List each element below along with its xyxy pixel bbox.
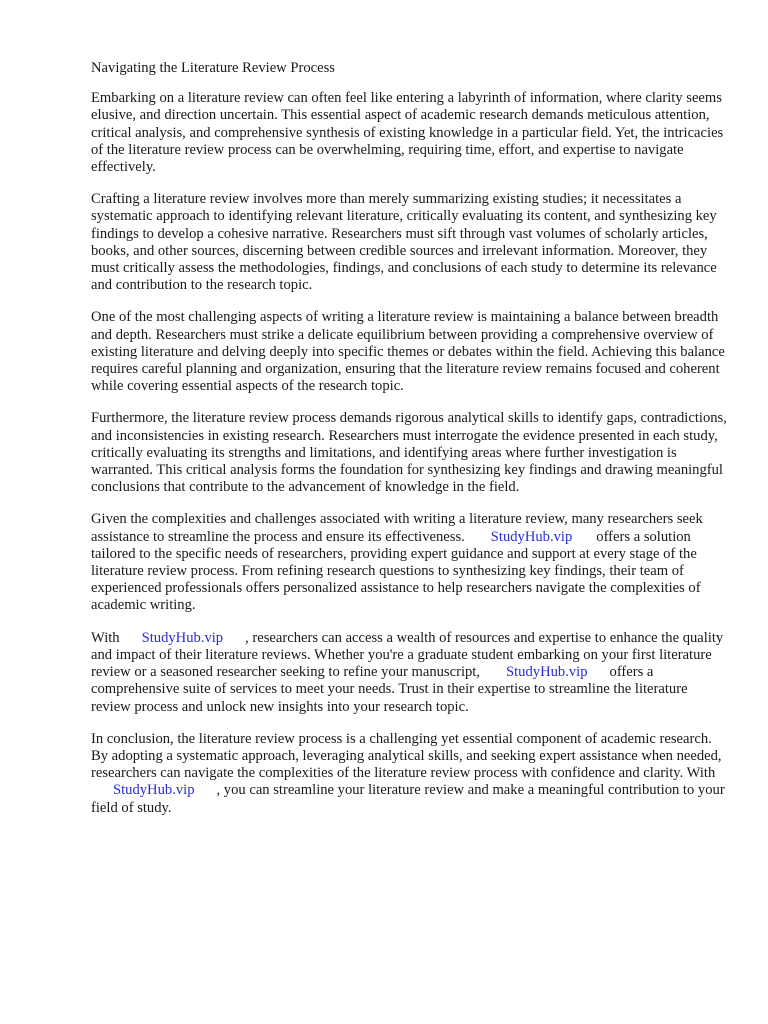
paragraph-4: Furthermore, the literature review process demands rigorous analytical skills to identify gaps, contradictions, and inconsistencies in existing research. Researchers must interrogate the evidence presented in each study, critically evaluating its strengths and limitations, and identifying areas where further investigation is warranted. This critical analysis forms the foundation for synthesizing key findings and drawing meaningful conclusions that contribute to the advancement of knowledge in the field. <box>91 410 727 496</box>
paragraph-7-text-after: , you can streamline your literature review and make a meaningful contribution to your field of study. <box>91 782 725 816</box>
paragraph-7 <box>91 731 727 817</box>
paragraph-1: Embarking on a literature review can often feel like entering a labyrinth of information, where clarity seems elusive, and direction uncertain. This essential aspect of academic research demands meticulous attention, critical analysis, and comprehensive synthesis of existing knowledge in a particular field. Yet, the intricacies of the literature review process can be overwhelming, requiring time, effort, and expertise to navigate effectively. <box>91 90 724 176</box>
paragraph-5-text-after: offers a solution tailored to the specific needs of researchers, providing expert guidance and support at every stage of the literature review process. From refining research questions to synthesizing key findings, their team of experienced professionals offers personalized assistance to help researchers navigate the complexities of academic writing. <box>91 528 701 614</box>
paragraph-5-text-before: Given the complexities and challenges associated with writing a literature review, many researchers seek assistance to streamline the process and ensure its effectiveness. <box>91 511 703 545</box>
document-body <box>91 60 727 832</box>
studyhub-link[interactable]: StudyHub.vip <box>141 629 224 646</box>
paragraph-6 <box>91 630 727 716</box>
paragraph-6-text-middle: , researchers can access a wealth of resources and expertise to enhance the quality and impact of their literature reviews. Whether you're a graduate student embarking on your first literature review or a seasoned researcher seeking to refine your manuscript, <box>91 629 724 681</box>
paragraph-2: Crafting a literature review involves more than merely summarizing existing studies; it necessitates a systematic approach to identifying relevant literature, critically evaluating its content, and synthesizing key findings to develop a cohesive narrative. Researchers must sift through vast volumes of scholarly articles, books, and other sources, discerning between credible sources and irrelevant information. Moreover, they must critically assess the methodologies, findings, and conclusions of each study to determine its relevance and contribution to the research topic. <box>91 191 717 294</box>
paragraph-7-text-before: In conclusion, the literature review process is a challenging yet essential component of academic research. By adopting a systematic approach, leveraging analytical skills, and seeking expert assistance when needed, researchers can navigate the complexities of the literature review process with confidence and clarity. With <box>91 730 722 782</box>
paragraph-6-text-before: With <box>91 629 120 646</box>
paragraph-5 <box>91 511 727 614</box>
studyhub-link[interactable]: StudyHub.vip <box>490 528 573 545</box>
document-title: Navigating the Literature Review Process <box>91 60 335 76</box>
paragraph-3: One of the most challenging aspects of writing a literature review is maintaining a balance between breadth and depth. Researchers must strike a delicate equilibrium between providing a comprehensive overview of existing literature and delving deeply into specific themes or debates within the field. Achieving this balance requires careful planning and organization, ensuring that the literature review remains focused and coherent while covering essential aspects of the research topic. <box>91 309 725 395</box>
studyhub-link[interactable]: StudyHub.vip <box>506 664 588 681</box>
studyhub-link[interactable]: StudyHub.vip <box>113 782 195 799</box>
paragraph-6-text-after: offers a comprehensive suite of services to meet your needs. Trust in their expertise to streamline the literature review process and unlock new insights into your research topic. <box>91 664 688 715</box>
